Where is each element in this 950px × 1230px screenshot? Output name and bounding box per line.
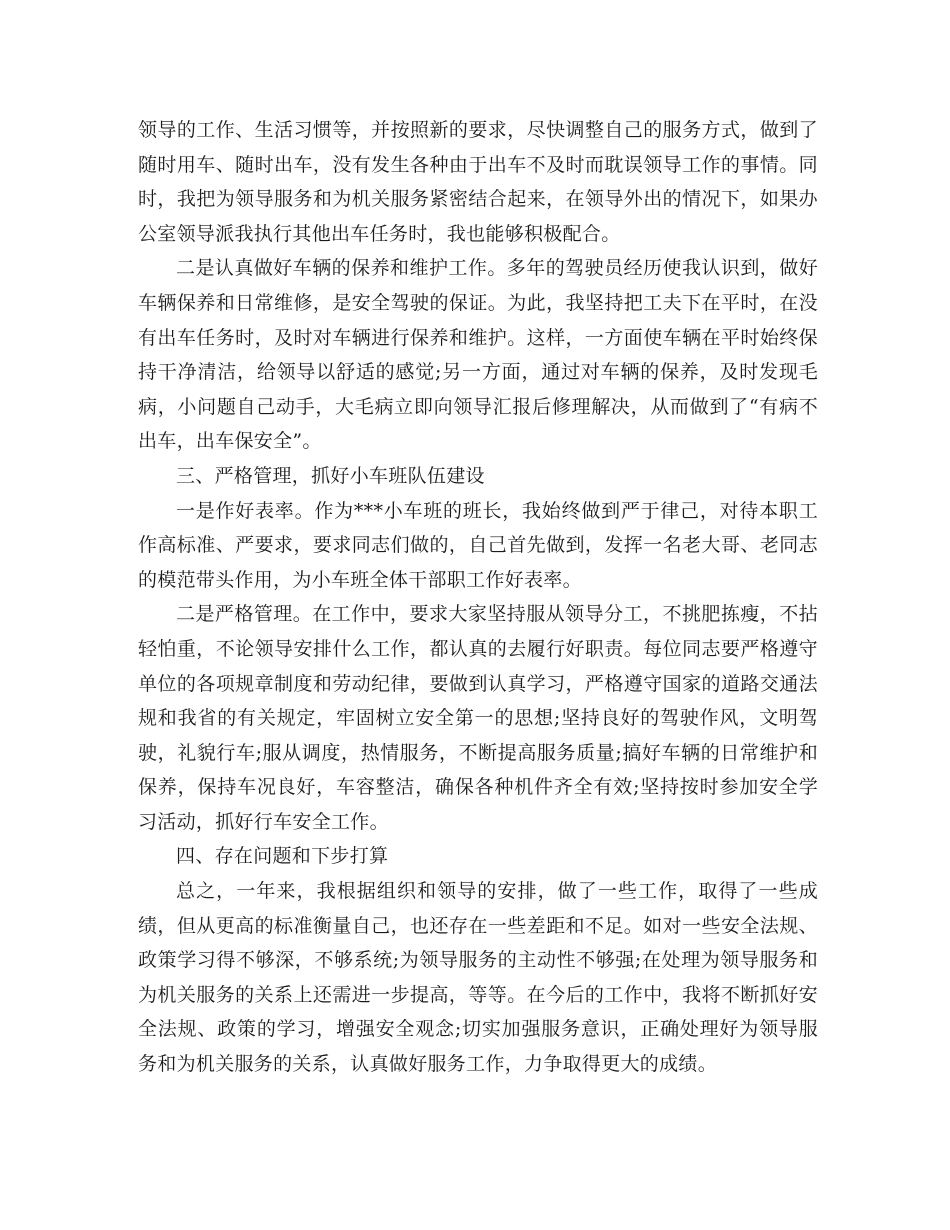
section-heading-management: 三、严格管理，抓好小车班队伍建设 xyxy=(176,464,485,487)
section-heading-problems-plans: 四、存在问题和下步打算 xyxy=(176,845,389,868)
document-body xyxy=(138,113,818,1082)
paragraph-continuation: 领导的工作、生活习惯等，并按照新的要求，尽快调整自己的服务方式，做到了随时用车、随时出车，没有发生各种由于出车不及时而耽误领导工作的事情。同时，我把为领导服务和为机关服务紧密结合起来，在领导外出的情况下，如果办公室领导派我执行其他出车任务时，我也能够积极配合。 xyxy=(138,119,818,245)
paragraph-vehicle-maintenance: 二是认真做好车辆的保养和维护工作。多年的驾驶员经历使我认识到，做好车辆保养和日常维修，是安全驾驶的保证。为此，我坚持把工夫下在平时，在没有出车任务时，及时对车辆进行保养和维护。这样，一方面使车辆在平时始终保持干净清洁，给领导以舒适的感觉;另一方面，通过对车辆的保养，及时发现毛病，小问题自己动手，大毛病立即向领导汇报后修理解决，从而做到了“有病不出车，出车保安全”。 xyxy=(138,257,818,453)
paragraph-set-example: 一是作好表率。作为***小车班的班长，我始终做到严于律己，对待本职工作高标准、严要求，要求同志们做的，自己首先做到，发挥一名老大哥、老同志的模范带头作用，为小车班全体干部职工作好表率。 xyxy=(138,499,818,591)
paragraph-summary: 总之，一年来，我根据组织和领导的安排，做了一些工作，取得了一些成绩，但从更高的标准衡量自己，也还存在一些差距和不足。如对一些安全法规、政策学习得不够深，不够系统;为领导服务的主动性不够强;在处理为领导服务和为机关服务的关系上还需进一步提高，等等。在今后的工作中，我将不断抓好安全法规、政策的学习，增强安全观念;切实加强服务意识，正确处理好为领导服务和为机关服务的关系，认真做好服务工作，力争取得更大的成绩。 xyxy=(138,880,818,1076)
paragraph-strict-management: 二是严格管理。在工作中，要求大家坚持服从领导分工，不挑肥拣瘦，不拈轻怕重，不论领导安排什么工作，都认真的去履行好职责。每位同志要严格遵守单位的各项规章制度和劳动纪律，要做到认真学习，严格遵守国家的道路交通法规和我省的有关规定，牢固树立安全第一的思想;坚持良好的驾驶作风，文明驾驶，礼貌行车;服从调度，热情服务，不断提高服务质量;搞好车辆的日常维护和保养，保持车况良好，车容整洁，确保各种机件齐全有效;坚持按时参加安全学习活动，抓好行车安全工作。 xyxy=(138,603,818,833)
